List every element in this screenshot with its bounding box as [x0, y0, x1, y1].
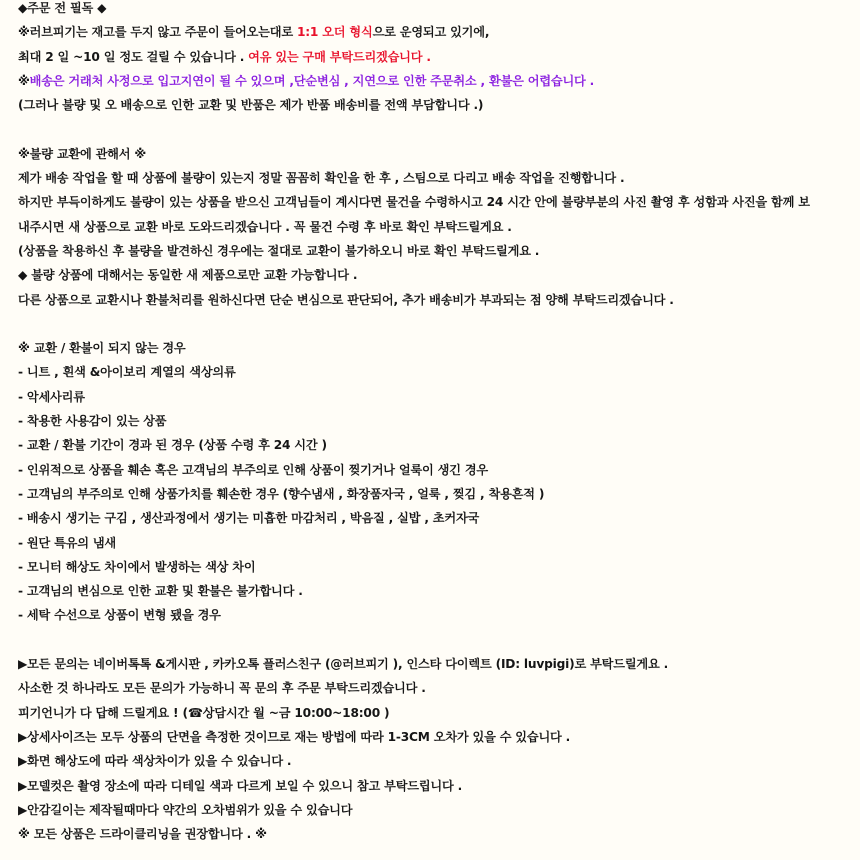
defect-line-5: ◆ 불량 상품에 대해서는 동일한 새 제품으로만 교환 가능합니다 .	[18, 268, 358, 283]
no-exchange-heading: ※ 교환 / 환불이 되지 않는 경우	[18, 341, 186, 356]
list-item: - 교환 / 환불 기간이 경과 된 경우 (상품 수령 후 24 시간 )	[18, 438, 327, 453]
contact-line-8: ※ 모든 상품은 드라이클리닝을 권장합니다 . ※	[18, 827, 267, 842]
no-exchange-section	[18, 336, 860, 628]
defect-line-1: 제가 배송 작업을 할 때 상품에 불량이 있는지 정말 꼼꼼히 확인을 한 후 , 스팀으로 다리고 배송 작업을 진행합니다 .	[18, 171, 625, 186]
contact-line-7: ▶안감길이는 제작될때마다 약간의 오차범위가 있을 수 있습니다	[18, 802, 353, 817]
contact-line-2: 사소한 것 하나라도 모든 문의가 가능하니 꼭 문의 후 주문 부탁드리겠습니다 .	[18, 681, 426, 696]
defect-exchange-section	[18, 142, 860, 312]
defect-line-3: 내주시면 새 상품으로 교환 바로 도와드리겠습니다 . 꼭 물건 수령 후 바로 확인 부탁드릴게요 .	[18, 219, 512, 234]
list-item: - 니트 , 흰색 &아이보리 계열의 색상의류	[18, 365, 236, 380]
order-format-highlight: 1:1 오더 형식	[296, 25, 373, 40]
list-item: - 악세사리류	[18, 389, 85, 404]
shipping-delay-highlight: 배송은 거래처 사정으로 입고지연이 될 수 있으며 ,단순변심 , 지연으로 인한 주문취소 , 환불은 어렵습니다 .	[29, 73, 595, 88]
list-item: - 세탁 수선으로 상품이 변형 됐을 경우	[18, 608, 221, 623]
spacer	[18, 628, 860, 652]
defect-line-6: 다른 상품으로 교환시나 환불처리를 원하신다면 단순 변심으로 판단되어, 추가 배송비가 부과되는 점 양해 부탁드리겠습니다 .	[18, 292, 674, 307]
contact-line-3: 피기언니가 다 답해 드릴게요 ! (☎상담시간 월 ~금 10:00~18:00 )	[18, 705, 390, 720]
contact-section	[18, 652, 860, 846]
spacer	[18, 117, 860, 141]
notice-text: ※러브피기는 재고를 두지 않고 주문이 들어오는대로	[18, 25, 297, 40]
list-item: - 원단 특유의 냄새	[18, 535, 116, 550]
notice-line-2	[18, 45, 860, 69]
notice-text: 으로 운영되고 있기에,	[372, 25, 490, 40]
notice-text: 최대 2 일 ~10 일 정도 걸릴 수 있습니다 .	[18, 49, 249, 64]
spacer	[18, 312, 860, 336]
purchase-request-highlight: 여유 있는 구매 부탁드리겠습니다 .	[248, 49, 431, 64]
contact-line-1: ▶모든 문의는 네이버톡톡 &게시판 , 카카오톡 플러스친구 (@러브피기 ), 인스타 다이렉트 (ID: luvpigi)로 부탁드릴게요 .	[18, 657, 669, 672]
pre-order-notice	[18, 0, 860, 117]
list-item: - 모니터 해상도 차이에서 발생하는 색상 차이	[18, 559, 256, 574]
notice-line-1	[18, 20, 860, 44]
contact-line-5: ▶화면 해상도에 따라 색상차이가 있을 수 있습니다 .	[18, 754, 292, 769]
list-item: - 인위적으로 상품을 훼손 혹은 고객님의 부주의로 인해 상품이 찢기거나 얼룩이 생긴 경우	[18, 462, 489, 477]
list-item: - 고객님의 변심으로 인한 교환 및 환불은 불가합니다 .	[18, 584, 303, 599]
list-item: - 배송시 생기는 구김 , 생산과정에서 생기는 미흡한 마감처리 , 박음질 , 실밥 , 초커자국	[18, 511, 480, 526]
defect-heading: ※불량 교환에 관해서 ※	[18, 146, 147, 161]
list-item: - 고객님의 부주의로 인해 상품가치를 훼손한 경우 (향수냄새 , 화장품자국 , 얼룩 , 찢김 , 착용흔적 )	[18, 486, 545, 501]
list-item: - 착용한 사용감이 있는 상품	[18, 414, 167, 429]
contact-line-4: ▶상세사이즈는 모두 상품의 단면을 측정한 것이므로 재는 방법에 따라 1-3CM 오차가 있을 수 있습니다 .	[18, 729, 571, 744]
defect-line-2: 하지만 부득이하게도 불량이 있는 상품을 받으신 고객님들이 계시다면 물건을 수령하시고 24 시간 안에 불량부분의 사진 촬영 후 성함과 사진을 함께 보	[18, 195, 810, 210]
notice-line-4: (그러나 불량 및 오 배송으로 인한 교환 및 반품은 제가 반품 배송비를 전액 부담합니다 .)	[18, 98, 484, 113]
notice-text: ※	[18, 73, 30, 88]
contact-line-6: ▶모델컷은 촬영 장소에 따라 디테일 색과 다르게 보일 수 있으니 참고 부탁드립니다 .	[18, 778, 463, 793]
notice-line-3	[18, 69, 860, 93]
notice-title: ◆주문 전 필독 ◆	[18, 1, 107, 15]
defect-line-4: (상품을 착용하신 후 불량을 발견하신 경우에는 절대로 교환이 불가하오니 바로 확인 부탁드릴게요 .	[18, 243, 540, 258]
